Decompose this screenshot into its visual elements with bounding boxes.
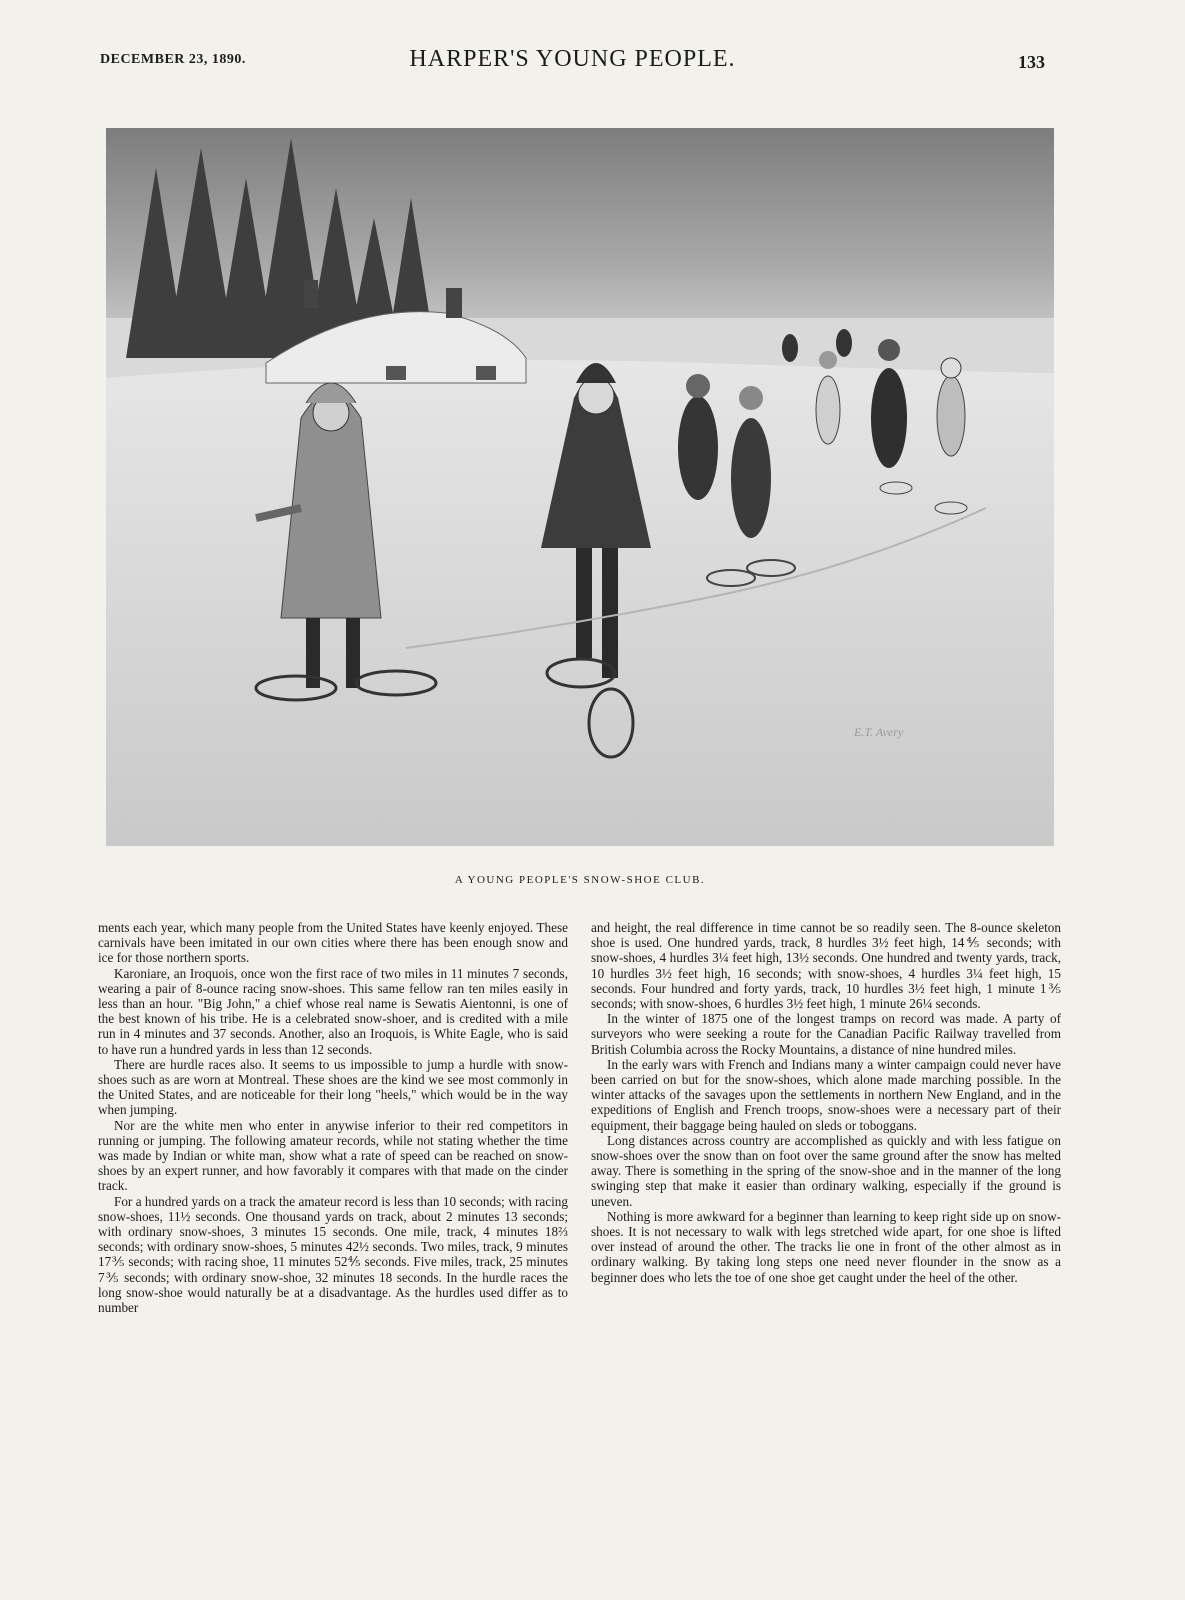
page-number: 133 <box>1018 52 1045 72</box>
paragraph: Nor are the white men who enter in anywise inferior to their red competitors in running or jumping. The following amateur records, while not stating whether the time was made by Indian or white man, show what a rate of speed can be reached on snow-shoes by an expert runner, and how favorably it compares with that made on the cinder track. <box>98 1117 568 1194</box>
paragraph: In the winter of 1875 one of the longest tramps on record was made. A party of surveyors who were seeking a route for the Canadian Pacific Railway travelled from British Columbia across the Rocky Mountains, a distance of nine hundred miles. <box>591 1011 1061 1057</box>
page-header <box>100 46 1045 86</box>
paragraph: ments each year, which many people from the United States have keenly enjoyed. These carnivals have been imitated in our own cities where there has been enough snow and ice for those northern sports. <box>98 920 568 966</box>
artist-signature: E.T. Avery <box>854 725 904 739</box>
article-column-left <box>98 920 568 1315</box>
illustration-caption: A YOUNG PEOPLE'S SNOW-SHOE CLUB. <box>454 874 706 886</box>
paragraph: Nothing is more awkward for a beginner than learning to keep right side up on snow-shoes. It is not necessary to walk with legs stretched wide apart, for one shoe is lifted over instead of around the other. The tracks lie one in front of the other almost as in ordinary walking. By taking long steps one need never flounder in the snow as a beginner does who lets the toe of one shoe get caught under the heel of the other. <box>591 1208 1061 1285</box>
snow-shoe-club-illustration <box>106 128 1054 846</box>
magazine-title: HARPER'S YOUNG PEOPLE. <box>409 46 736 72</box>
issue-date: DECEMBER 23, 1890. <box>100 52 246 67</box>
paragraph: Karoniare, an Iroquois, once won the first race of two miles in 11 minutes 7 seconds, wearing a pair of 8-ounce racing snow-shoes. This same fellow ran ten miles easily in less than an hour. "Big John," a chief whose real name is Sewatis Aientonni, is one of the best known of his tribe. He is a celebrated snow-shoer, and is credited with a mile run in 4 minutes and 37 seconds. Another, also an Iroquois, is White Eagle, who is said to have run a hundred yards in less than 12 seconds. <box>98 965 568 1057</box>
article-column-right <box>591 920 1061 1285</box>
paragraph: For a hundred yards on a track the amateur record is less than 10 seconds; with racing snow-shoes, 11½ seconds. One thousand yards on track, about 2 minutes 13 seconds; with ordinary snow-shoes, 3 minutes 15 seconds. One mile, track, 4 minutes 18⅔ seconds; with ordinary snow-shoes, 5 minutes 42½ seconds. Two miles, track, 9 minutes 17⅗ seconds; with racing shoe, 11 minutes 52⅘ seconds. Five miles, track, 25 minutes 7⅗ seconds; with ordinary snow-shoe, 32 minutes 18 seconds. In the hurdle races the long snow-shoe would naturally be at a disadvantage. As the hurdles used differ as to number <box>98 1193 568 1316</box>
paragraph: There are hurdle races also. It seems to us impossible to jump a hurdle with snow-shoes such as are worn at Montreal. These shoes are the kind we see most commonly in the United States, and are noticeable for their long "heels," which would be in the way when jumping. <box>98 1056 568 1118</box>
paragraph: and height, the real difference in time cannot be so readily seen. The 8-ounce skeleton shoe is used. One hundred yards, track, 8 hurdles 3½ feet high, 14⅘ seconds; with snow-shoes, 4 hurdles 3¼ feet high, 13½ seconds. One hundred and twenty yards, track, 10 hurdles 3½ feet high, 16 seconds; with snow-shoes, 4 hurdles 3¼ feet high, 15 seconds. Four hundred and forty yards, track, 10 hurdles 3½ feet high, 1 minute 1⅗ seconds; with snow-shoes, 6 hurdles 3½ feet high, 1 minute 26¼ seconds. <box>591 920 1061 1012</box>
paragraph: Long distances across country are accomplished as quickly and with less fatigue on snow-shoes over the snow than on foot over the same ground after the snow has melted away. There is something in the spring of the snow-shoe and in the manner of the long swinging step that make it easier than ordinary walking, especially if the ground is uneven. <box>591 1132 1061 1209</box>
paragraph: In the early wars with French and Indians many a winter campaign could never have been carried on but for the snow-shoes, which alone made marching possible. In the winter attacks of the savages upon the settlements in northern New England, and in the expeditions of English and French troops, snow-shoes were a necessary part of their equipment, their baggage being hauled on sleds or toboggans. <box>591 1056 1061 1133</box>
